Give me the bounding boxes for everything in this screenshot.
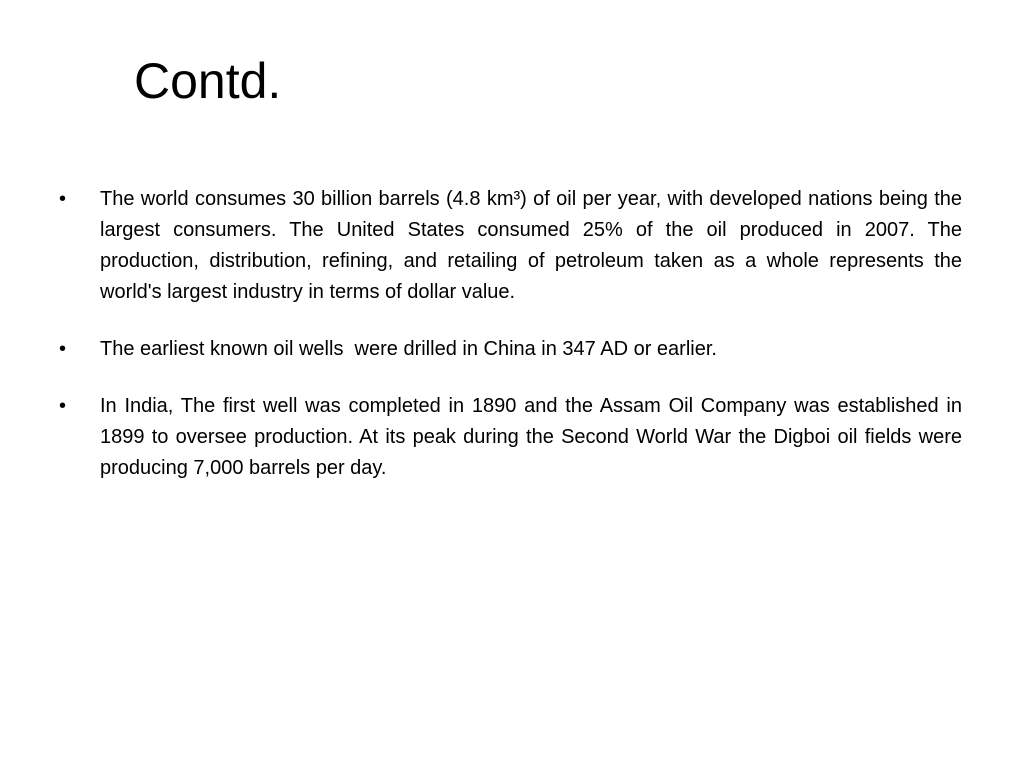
bullet-item xyxy=(59,334,962,365)
bullet-text: The world consumes 30 billion barrels (4.8 km³) of oil per year, with developed nations being the largest consumers. The United States consumed 25% of the oil produced in 2007. The production, distribution, refining, and retailing of petroleum taken as a whole represents the world's largest industry in terms of dollar value. xyxy=(100,188,962,303)
bullet-item xyxy=(59,391,962,484)
slide-title: Contd. xyxy=(134,53,282,109)
bullet-dot-icon: • xyxy=(59,188,67,210)
bullet-text: In India, The first well was completed in 1890 and the Assam Oil Company was established in 1899 to oversee production. At its peak during the Second World War the Digboi oil fields were producing 7,000 barrels per day. xyxy=(100,395,962,479)
bullet-text: The earliest known oil wells were drilled in China in 347 AD or earlier. xyxy=(100,338,717,360)
bullet-list xyxy=(59,184,962,510)
bullet-dot-icon: • xyxy=(59,338,67,360)
bullet-dot-icon: • xyxy=(59,395,67,417)
bullet-item xyxy=(59,184,962,308)
